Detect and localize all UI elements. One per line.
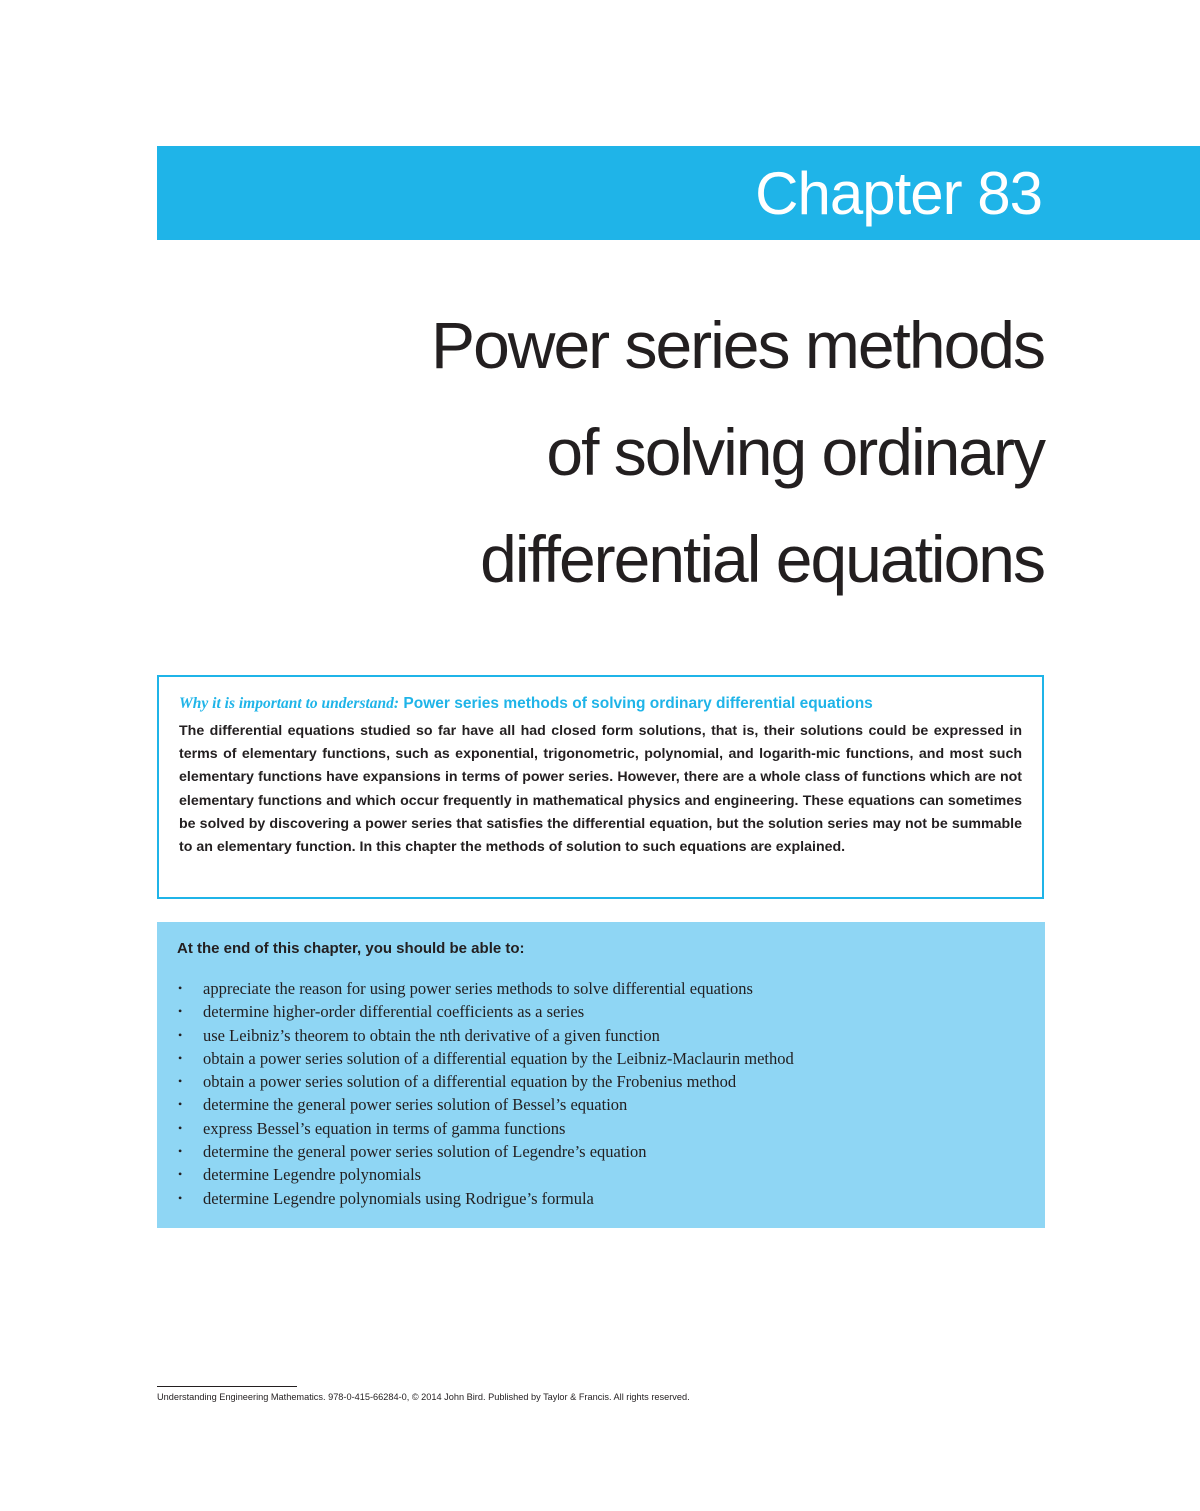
bullet-icon: • xyxy=(178,1167,183,1182)
chapter-title xyxy=(284,292,1044,613)
bullet-icon: • xyxy=(178,1190,183,1205)
learning-objectives-box xyxy=(157,922,1045,1228)
chapter-number: Chapter 83 xyxy=(755,160,1042,227)
chapter-title-line: Power series methods xyxy=(431,308,1044,382)
footer-divider xyxy=(157,1386,297,1387)
bullet-icon: • xyxy=(178,1144,183,1159)
copyright-footer: Understanding Engineering Mathematics. 978-0-415-66284-0, © 2014 John Bird. Published by Taylor & Francis. All rights reserved. xyxy=(157,1392,690,1402)
why-important-box xyxy=(157,675,1044,899)
why-important-lead: Why it is important to understand: xyxy=(179,695,400,712)
chapter-banner xyxy=(157,146,1200,240)
chapter-title-line: of solving ordinary xyxy=(546,415,1044,489)
objective-item xyxy=(177,977,1025,1000)
objective-item xyxy=(177,1024,1025,1047)
objective-item xyxy=(177,1070,1025,1093)
objective-text: determine the general power series solution of Bessel’s equation xyxy=(203,1095,628,1115)
bullet-icon: • xyxy=(178,1027,183,1042)
bullet-icon: • xyxy=(178,1097,183,1112)
why-important-topic: Power series methods of solving ordinary differential equations xyxy=(399,695,873,712)
bullet-icon: • xyxy=(178,1120,183,1135)
why-important-heading xyxy=(179,694,1022,714)
learning-objectives-list xyxy=(177,977,1025,1210)
objective-item xyxy=(177,1187,1025,1210)
bullet-icon: • xyxy=(178,1074,183,1089)
bullet-icon: • xyxy=(178,981,183,995)
objective-text: express Bessel’s equation in terms of gamma functions xyxy=(203,1118,566,1138)
objective-item xyxy=(177,1117,1025,1140)
objective-text: use Leibniz’s theorem to obtain the nth derivative of a given function xyxy=(203,1025,660,1045)
bullet-icon: • xyxy=(178,1004,183,1019)
objective-item xyxy=(177,1140,1025,1163)
objective-text: obtain a power series solution of a differential equation by the Frobenius method xyxy=(203,1072,737,1092)
why-important-body: The differential equations studied so far have all had closed form solutions, that is, their solutions could be expressed in terms of elementary functions, such as exponential, trigonometric, polynomial, and logarith-mic functions, and most such elementary functions have expansions in terms of power series. However, there are a whole class of functions which are not elementary functions and which occur frequently in mathematical physics and engineering. These equations can sometimes be solved by discovering a power series that satisfies the differential equation, but the solution series may not be summable to an elementary function. In this chapter the methods of solution to such equations are explained. xyxy=(179,723,1022,856)
bullet-icon: • xyxy=(178,1050,183,1065)
objective-text: obtain a power series solution of a differential equation by the Leibniz-Maclaurin method xyxy=(203,1048,794,1068)
objective-text: determine the general power series solution of Legendre’s equation xyxy=(203,1142,647,1162)
objective-item xyxy=(177,1047,1025,1070)
objective-item xyxy=(177,1163,1025,1186)
objective-text: appreciate the reason for using power series methods to solve differential equations xyxy=(203,979,753,998)
objective-text: determine higher-order differential coefficients as a series xyxy=(203,1002,585,1022)
objective-item xyxy=(177,1000,1025,1023)
chapter-title-line: differential equations xyxy=(480,522,1044,596)
learning-objectives-heading: At the end of this chapter, you should be able to: xyxy=(177,940,525,957)
objective-text: determine Legendre polynomials xyxy=(203,1165,422,1185)
objective-item xyxy=(177,1093,1025,1116)
objective-text: determine Legendre polynomials using Rodrigue’s formula xyxy=(203,1188,594,1208)
